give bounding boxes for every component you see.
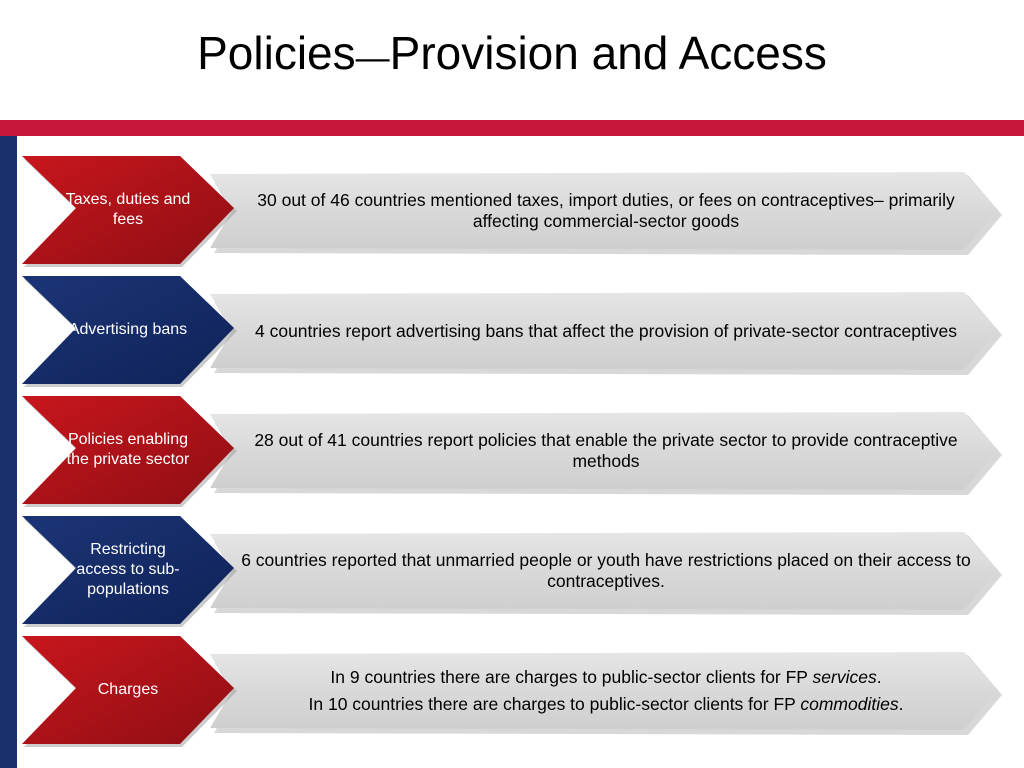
description-line: 28 out of 41 countries report policies that enable the private sector to provide contraceptive methods: [254, 430, 958, 471]
description-line: 6 countries reported that unmarried people or youth have restrictions placed on their access to contraceptives.: [241, 550, 971, 591]
description-line: In 9 countries there are charges to public-sector clients for FP services.: [330, 667, 882, 687]
title-part-1: Policies: [197, 27, 356, 79]
description-line: In 10 countries there are charges to public-sector clients for FP commodities.: [308, 694, 904, 714]
chevron-label: Taxes, duties and fees: [65, 191, 191, 228]
policy-row: [0, 636, 1024, 748]
title-dash: —: [355, 39, 390, 77]
chevron-label: Restricting access to sub-populations: [76, 541, 180, 598]
emphasized-term: services: [812, 667, 877, 687]
policy-row: [0, 276, 1024, 388]
page-title: [0, 26, 1024, 81]
policy-row: [0, 516, 1024, 628]
title-part-2: Provision and Access: [389, 27, 827, 79]
chevron-label: Charges: [97, 681, 159, 698]
row-description: [230, 166, 982, 256]
policy-row: [0, 156, 1024, 268]
chevron-label: Policies enabling the private sector: [66, 431, 190, 468]
description-line: 30 out of 46 countries mentioned taxes, import duties, or fees on contraceptives– primarily affecting commercial-sector goods: [257, 190, 955, 231]
title-underline-bar: [0, 120, 1024, 136]
policy-row: [0, 396, 1024, 508]
chevron-label: Advertising bans: [68, 321, 188, 338]
row-description: [230, 646, 982, 736]
row-description: [230, 526, 982, 616]
row-description: [230, 406, 982, 496]
row-description: [230, 286, 982, 376]
description-line: 4 countries report advertising bans that affect the provision of private-sector contraceptives: [255, 320, 957, 341]
emphasized-term: commodities: [800, 694, 899, 714]
